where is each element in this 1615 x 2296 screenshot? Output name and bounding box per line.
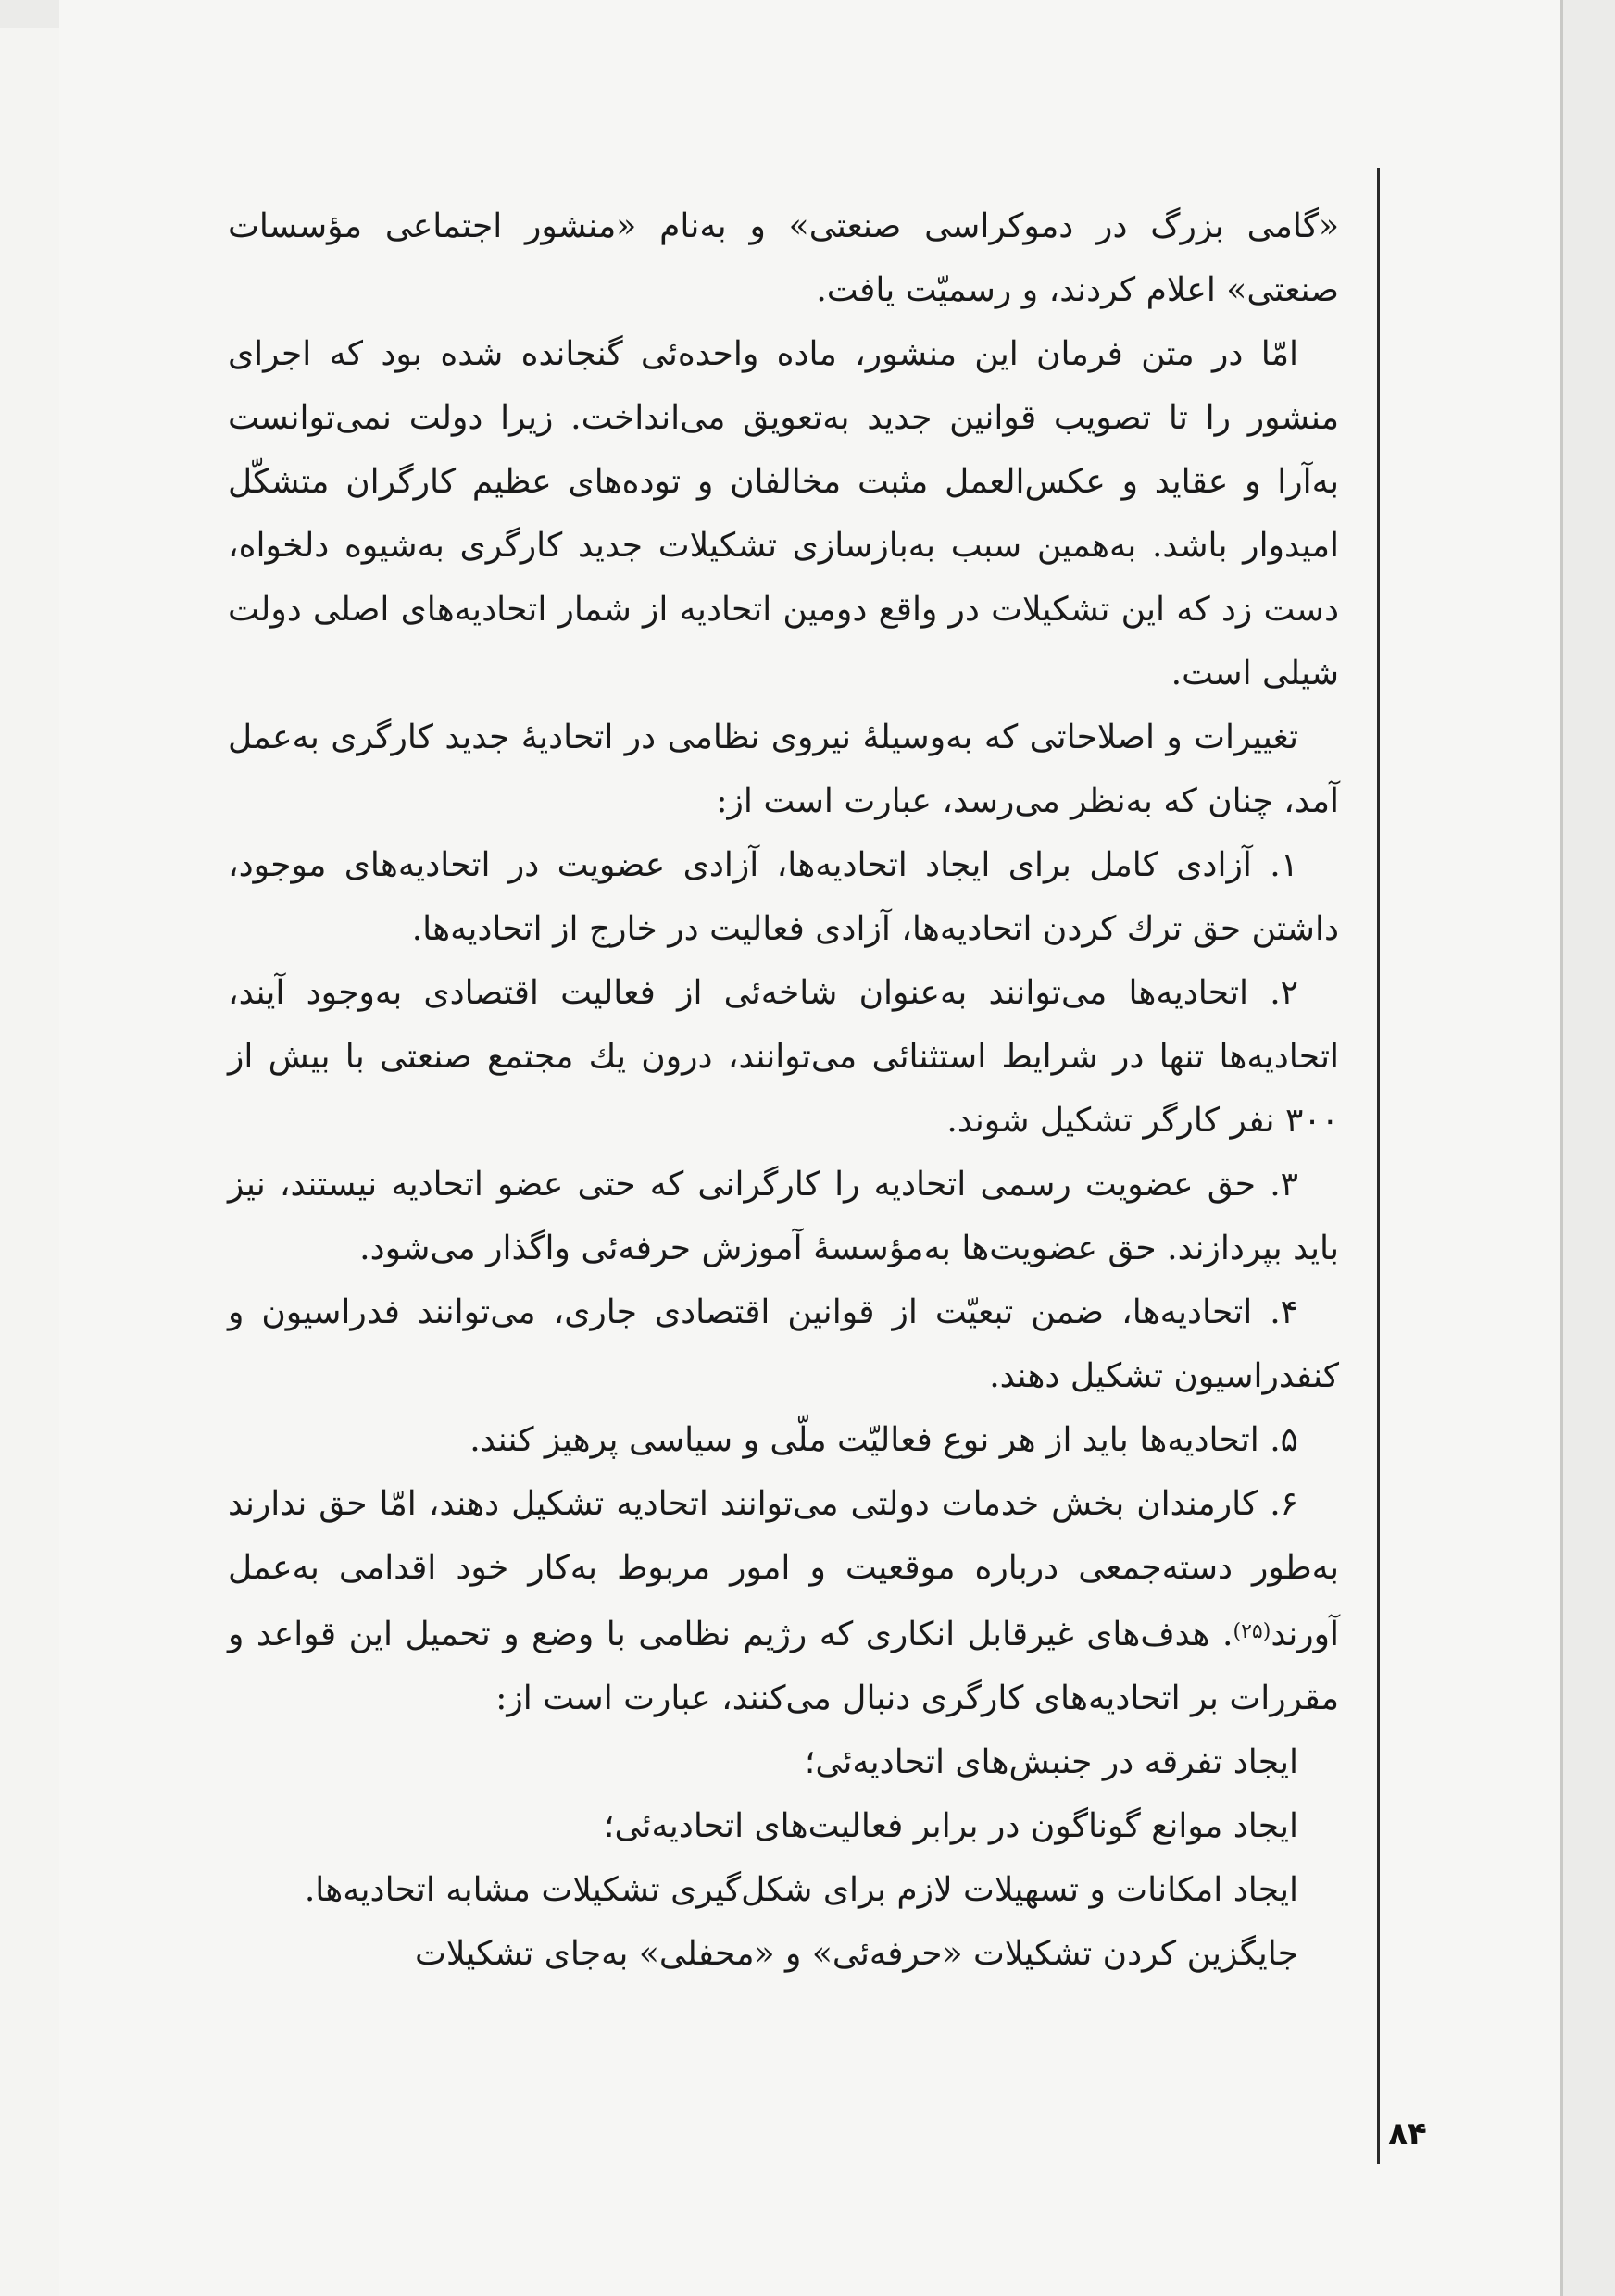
list-item-2: ۲. اتحادیه‌ها می‌توانند به‌عنوان شاخه‌ئی از فعالیت اقتصادی به‌وجود آیند، اتحادیه‌ها تنها در شرایط استثنائی می‌توانند، درون یك مجتمع صنعتی با بیش از ۳۰۰ نفر کارگر تشکیل شوند. [228,974,1339,1140]
footnote-reference: (۲۵) [1233,1620,1271,1643]
margin-rule [1377,168,1380,2164]
list-item-6 [228,1472,1339,1730]
list-item-6-text: ۶. کارمندان بخش خدمات دولتی می‌توانند اتحادیه تشکیل دهند، امّا حق ندارند به‌طور دسته‌جمعی درباره موقعیت و امور مربوط به‌کار خود اقدامی به‌عمل آورند [228,1485,1339,1653]
list-item-5: ۵. اتحادیه‌ها باید از هر نوع فعالیّت ملّی و سیاسی پرهیز کنند. [469,1421,1298,1459]
goal-item-2: ایجاد موانع گوناگون در برابر فعالیت‌های اتحادیه‌ئی؛ [604,1807,1298,1845]
paragraph-2: امّا در متن فرمان این منشور، ماده واحده‌ئی گنجانده شده بود که اجرای منشور را تا تصویب قوانین جدید به‌تعویق می‌انداخت. زیرا دولت نمی‌توانست به‌آرا و عقاید و عکس‌العمل مثبت مخالفان و توده‌های عظیم کارگران متشکّل امیدوار باشد. به‌همین سبب به‌بازسازی تشکیلات جدید کارگری به‌شیوه دلخواه، دست زد که این تشکیلات در واقع دومین اتحادیه از شمار اتحادیه‌های اصلی دولت شیلی است. [228,335,1339,693]
goal-item-4: جایگزین کردن تشکیلات «حرفه‌ئی» و «محفلی» به‌جای تشکیلات [415,1935,1298,1973]
scan-right-margin [1563,0,1615,2296]
list-item-6-continuation: . هدف‌های غیرقابل انکاری که رژیم نظامی با وضع و تحمیل این قواعد و مقررات بر اتحادیه‌های کارگری دنبال می‌کنند، عبارت است از: [228,1616,1339,1717]
list-item-3: ۳. حق عضویت رسمی اتحادیه را کارگرانی که حتی عضو اتحادیه نیستند، نیز باید بپردازند. حق عضویت‌ها به‌مؤسسهٔ آموزش حرفه‌ئی واگذار می‌شود. [228,1166,1339,1267]
goal-item-1: ایجاد تفرقه در جنبش‌های اتحادیه‌ئی؛ [804,1743,1298,1781]
paragraph-1: «گامی بزرگ در دموکراسی صنعتی» و به‌نام «منشور اجتماعی مؤسسات صنعتی» اعلام کردند، و رسمیّت یافت. [228,207,1339,309]
goal-item-3: ایجاد امکانات و تسهیلات لازم برای شکل‌گیری تشکیلات مشابه اتحادیه‌ها. [304,1871,1298,1909]
list-item-4: ۴. اتحادیه‌ها، ضمن تبعیّت از قوانین اقتصادی جاری، می‌توانند فدراسیون و کنفدراسیون تشکیل دهند. [228,1293,1339,1395]
list-item-1: ۱. آزادی کامل برای ایجاد اتحادیه‌ها، آزادی عضویت در اتحادیه‌های موجود، داشتن حق ترك کردن اتحادیه‌ها، آزادی فعالیت در خارج از اتحادیه‌ها. [228,846,1339,948]
body-text [228,194,1339,1986]
paragraph-3: تغییرات و اصلاحاتی که به‌وسیلهٔ نیروی نظامی در اتحادیهٔ جدید کارگری به‌عمل آمد، چنان که به‌نظر می‌رسد، عبارت است از: [228,718,1339,820]
page-number: ۸۴ [1388,2115,1427,2152]
